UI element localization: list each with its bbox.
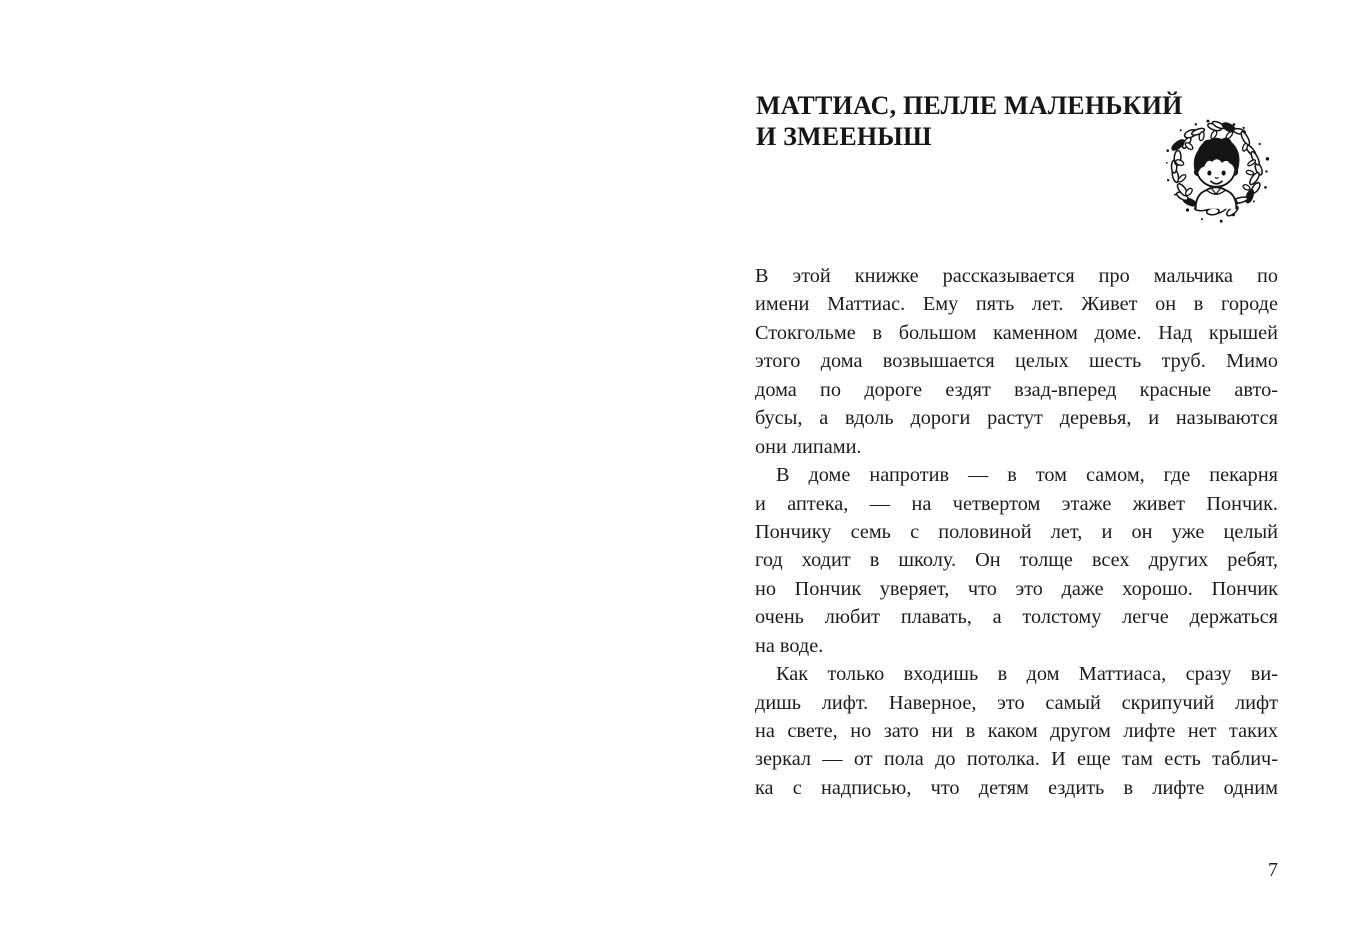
text-line: год ходит в школу. Он толще всех других ребят, — [755, 549, 1278, 572]
text-line: очень любит плавать, а толстому легче держаться — [755, 606, 1278, 629]
text-line: они липами. — [755, 435, 862, 458]
chapter-title-line-1: МАТТИАС, ПЕЛЛЕ МАЛЕНЬКИЙ — [756, 91, 1183, 120]
body-text — [755, 262, 1278, 802]
text-line: дишь лифт. Наверное, это самый скрипучий лифт — [755, 691, 1278, 714]
text-line: Пончику семь с половиной лет, и он уже целый — [755, 520, 1278, 543]
text-line: и аптека, — на четвертом этаже живет Пончик. — [755, 492, 1278, 515]
text-line: зеркал — от пола до потолка. И еще там есть таблич- — [755, 748, 1278, 771]
text-line: Как только входишь в дом Маттиаса, сразу ви- — [776, 663, 1278, 686]
text-line: Стокгольме в большом каменном доме. Над крышей — [755, 321, 1278, 344]
text-line: на свете, но зато ни в каком другом лифте нет таких — [755, 720, 1278, 742]
text-line: имени Маттиас. Ему пять лет. Живет он в городе — [755, 293, 1278, 316]
text-line: ка с надписью, что детям ездить в лифте одним — [755, 776, 1278, 799]
text-line: В доме напротив — в том самом, где пекарня — [776, 464, 1278, 487]
text-line: на воде. — [755, 634, 824, 657]
boy-in-wreath-illustration — [1160, 112, 1272, 226]
text-line: дома по дороге ездят взад-вперед красные авто- — [755, 378, 1278, 401]
chapter-title-line-2: И ЗМЕЕНЫШ — [756, 122, 932, 151]
text-line: этого дома возвышается целых шесть труб. Мимо — [755, 350, 1278, 373]
text-line: В этой книжке рассказывается про мальчика по — [755, 265, 1278, 287]
page-number: 7 — [1268, 859, 1278, 881]
text-line: бусы, а вдоль дороги растут деревья, и называются — [755, 407, 1278, 430]
chapter-title — [756, 90, 1186, 152]
text-line: но Пончик уверяет, что это даже хорошо. Пончик — [755, 577, 1278, 600]
